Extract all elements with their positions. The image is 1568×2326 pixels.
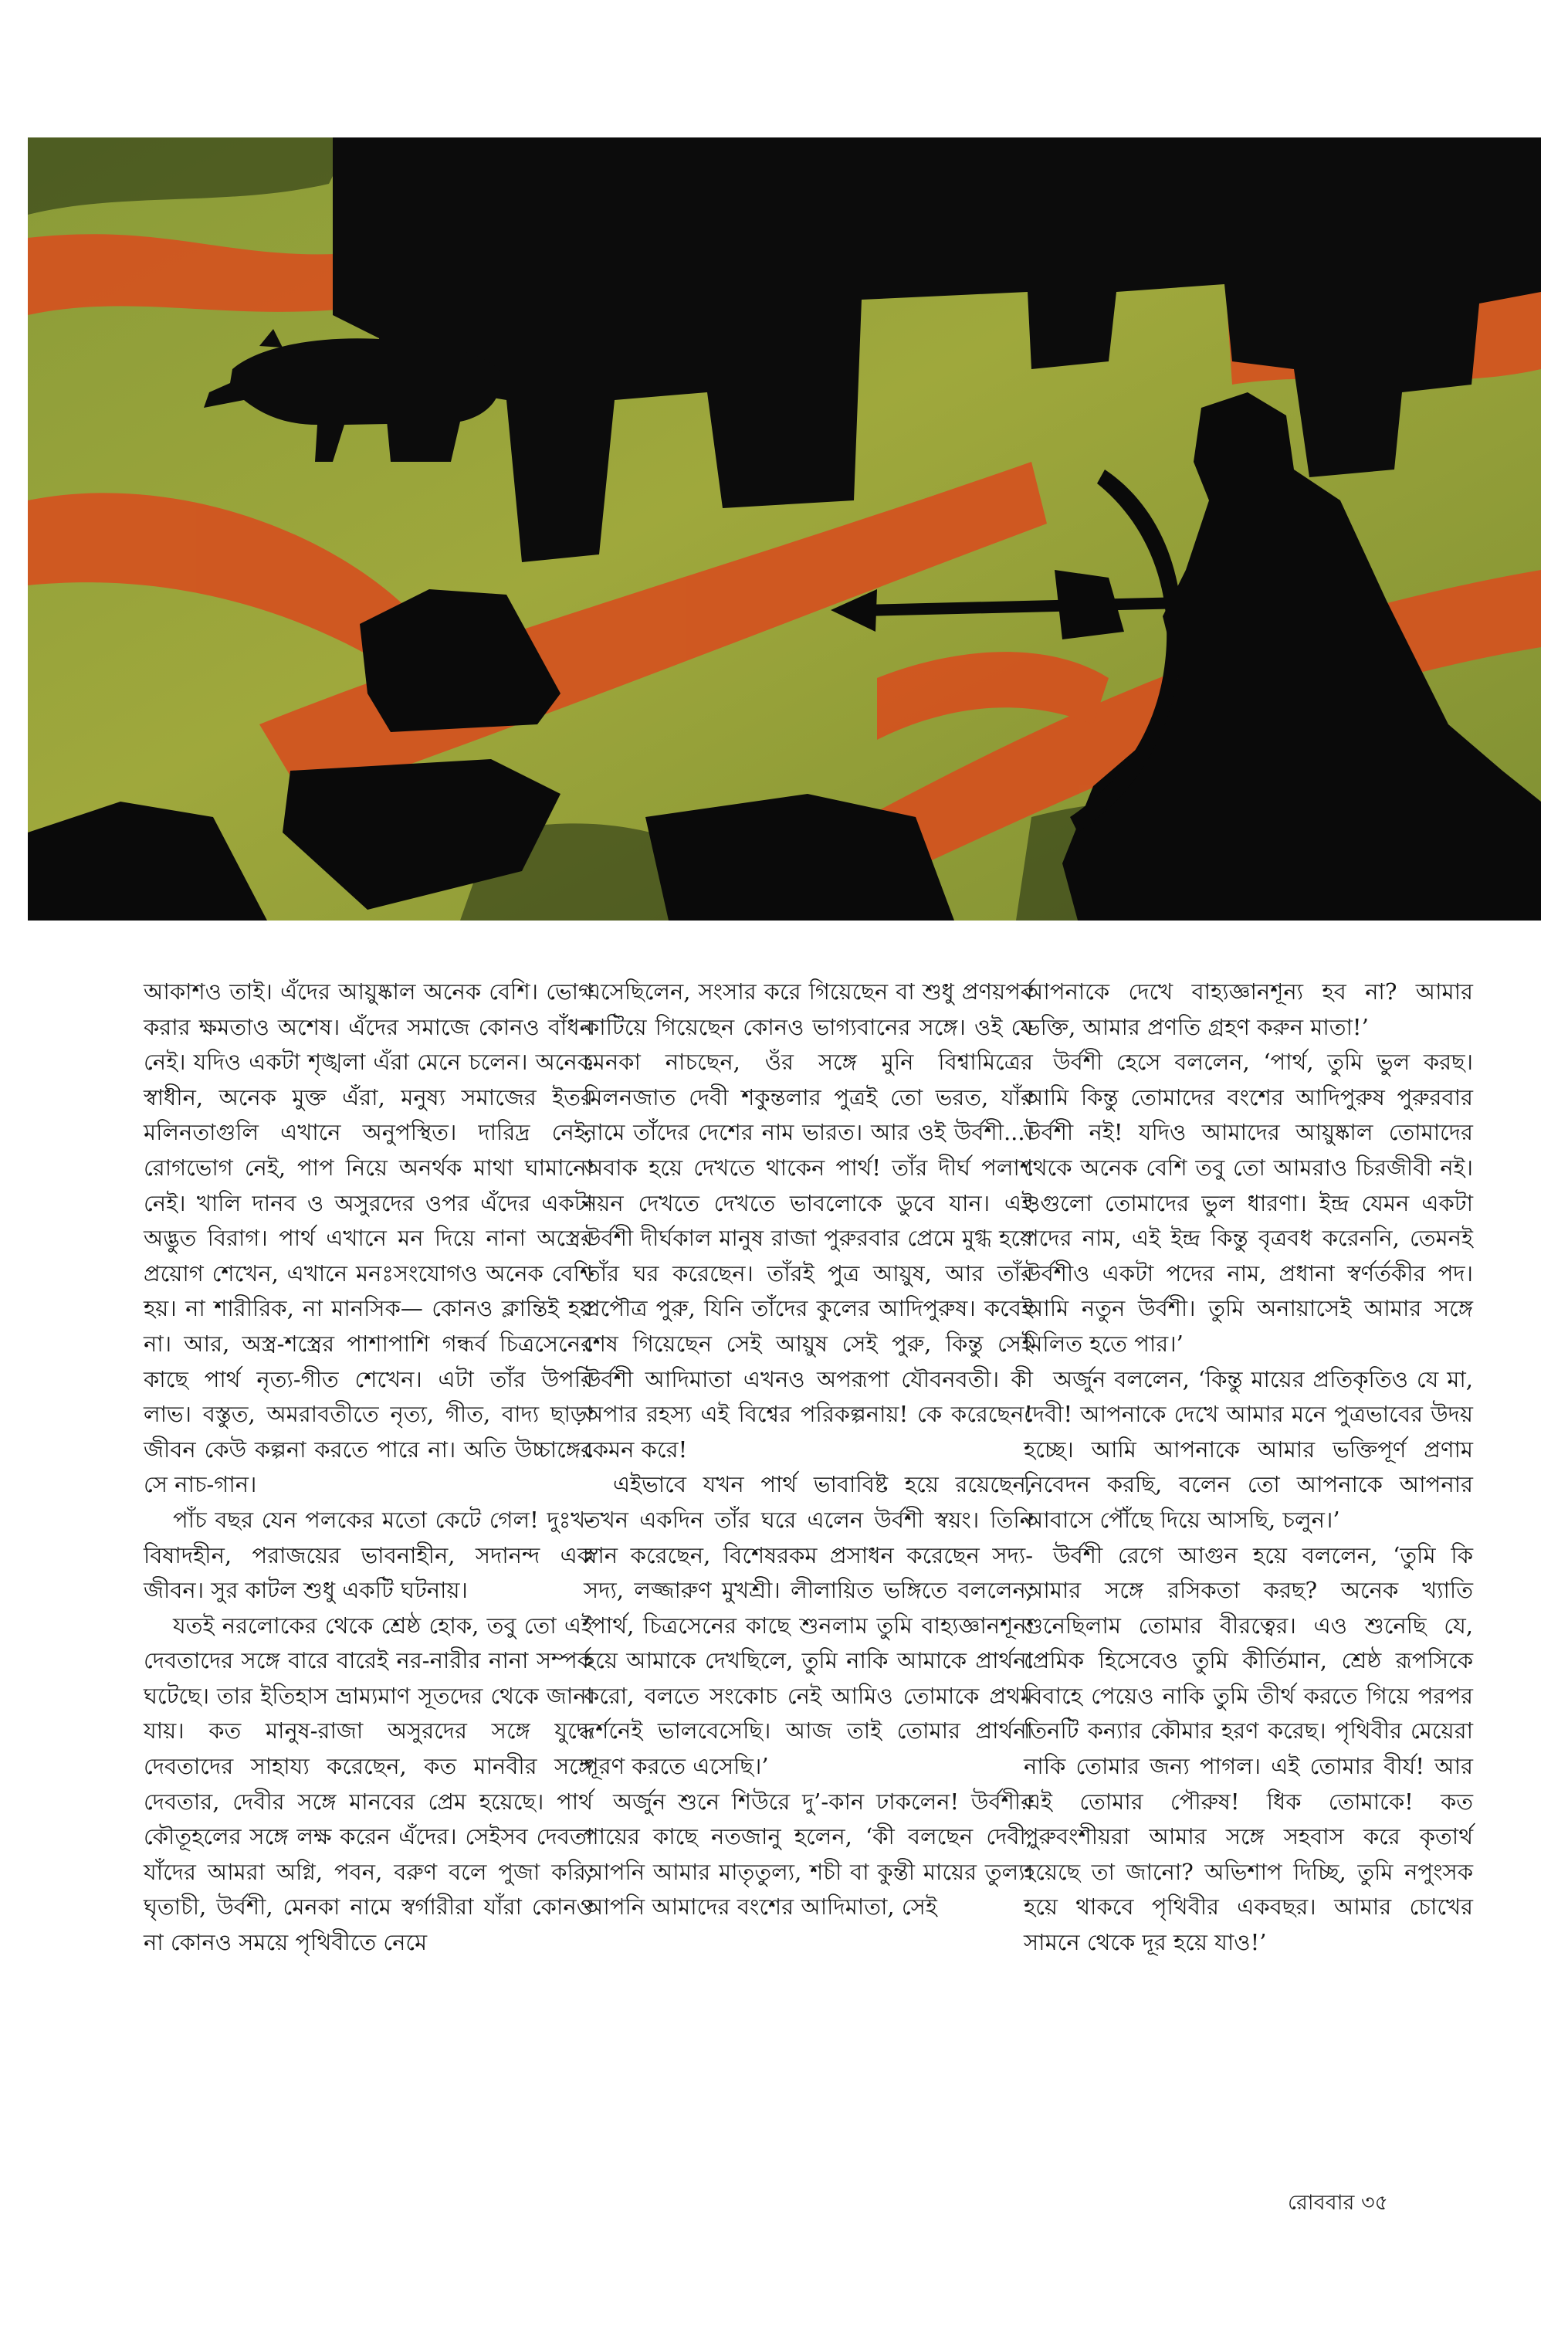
paragraph: যতই নরলোকের থেকে শ্রেষ্ঠ হোক, তবু তো এই দেবতাদের সঙ্গে বারে বারেই নর-নারীর নানা সম্পর্ক ঘটেছে। তার ইতিহাস ভ্রাম্যমাণ সূতদের থেকে জানা যায়। কত মানুষ-রাজা অসুরদের সঙ্গে যুদ্ধে দেবতাদের সাহায্য করেছেন, কত মানবীর সঙ্গে দেবতার, দেবীর সঙ্গে মানবের প্রেম হয়েছে। পার্থ কৌতূহলের সঙ্গে লক্ষ করেন এঁদের। সেইসব দেবতা যাঁদের আমরা অগ্নি, পবন, বরুণ বলে পুজা করি, ঘৃতাচী, উর্বশী, মেনকা নামে স্বর্গারীরা যাঁরা কোনও না কোনও সময়ে পৃথিবীতে নেমে [144,1612,593,1956]
paragraph: উর্বশী রেগে আগুন হয়ে বললেন, ‘তুমি কি আমার সঙ্গে রসিকতা করছ? অনেক খ্যাতি শুনেছিলাম তোমার বীরত্বের। এও শুনেছি যে, প্রেমিক হিসেবেও তুমি কীর্তিমান, শ্রেষ্ঠ রূপসিকে বিবাহে পেয়েও নাকি তুমি তীর্থ করতে গিয়ে পরপর তিনটি কন্যার কৌমার হরণ করেছ। পৃথিবীর মেয়েরা নাকি তোমার জন্য পাগল। এই তোমার বীর্য! আর এই তোমার পৌরুষ! ধিক তোমাকে! কত পুরুবংশীয়রা আমার সঙ্গে সহবাস করে কৃতার্থ হয়েছে তা জানো? অভিশাপ দিচ্ছি, তুমি নপুংসক হয়ে থাকবে পৃথিবীর একবছর। আমার চোখের সামনে থেকে দূর হয়ে যাও!’ [1024,1541,1473,1956]
paragraph: আকাশও তাই। এঁদের আয়ুষ্কাল অনেক বেশি। ভোগ করার ক্ষমতাও অশেষ। এঁদের সমাজে কোনও বাঁধন নেই। যদিও একটা শৃঙ্খলা এঁরা মেনে চলেন। অনেক স্বাধীন, অনেক মুক্ত এঁরা, মনুষ্য সমাজের ইতর মলিনতাগুলি এখানে অনুপস্থিত। দারিদ্র নেই, রোগভোগ নেই, পাপ নিয়ে অনর্থক মাথা ঘামানো নেই। খালি দানব ও অসুরদের ওপর এঁদের একটা অদ্ভুত বিরাগ। পার্থ এখানে মন দিয়ে নানা অস্ত্রের প্রয়োগ শেখেন, এখানে মনঃসংযোগও অনেক বেশি হয়। না শারীরিক, না মানসিক— কোনও ক্লান্তিই হয় না। আর, অস্ত্র-শস্ত্রের পাশাপাশি গন্ধর্ব চিত্রসেনের কাছে পার্থ নৃত্য-গীত শেখেন। এটা তাঁর উপরি লাভ। বস্তুত, অমরাবতীতে নৃত্য, গীত, বাদ্য ছাড়া জীবন কেউ কল্পনা করতে পারে না। অতি উচ্চাঙ্গের সে নাচ-গান। [144,978,593,1498]
paragraph: পাঁচ বছর যেন পলকের মতো কেটে গেল! দুঃখ-বিষাদহীন, পরাজয়ের ভাবনাহীন, সদানন্দ এক জীবন। সুর কাটল শুধু একটি ঘটনায়। [144,1506,593,1604]
text-column-2 [584,975,1033,1925]
paragraph: অর্জুন বললেন, ‘কিন্তু মায়ের প্রতিকৃতিও যে মা, দেবী! আপনাকে দেখে আমার মনে পুত্রভাবের উদয় হচ্ছে। আমি আপনাকে আমার ভক্তিপূর্ণ প্রণাম নিবেদন করছি, বলেন তো আপনাকে আপনার আবাসে পৌঁছে দিয়ে আসছি, চলুন।’ [1024,1365,1473,1533]
paragraph: এইভাবে যখন পার্থ ভাবাবিষ্ট হয়ে রয়েছেন, তখন একদিন তাঁর ঘরে এলেন উর্বশী স্বয়ং। তিনি স্নান করেছেন, বিশেষরকম প্রসাধন করেছেন সদ্য-সদ্য, লজ্জারুণ মুখশ্রী। লীলায়িত ভঙ্গিতে বললেন, ‘পার্থ, চিত্রসেনের কাছে শুনলাম তুমি বাহ্যজ্ঞানশূন্য হয়ে আমাকে দেখছিলে, তুমি নাকি আমাকে প্রার্থনা করো, বলতে সংকোচ নেই আমিও তোমাকে প্রথম দর্শনেই ভালবেসেছি। আজ তাই তোমার প্রার্থনা পূরণ করতে এসেছি।’ [584,1471,1033,1780]
text-column-3 [1024,975,1473,1961]
paragraph: উর্বশী হেসে বললেন, ‘পার্থ, তুমি ভুল করছ। আমি কিন্তু তোমাদের বংশের আদিপুরুষ পুরুরবার উর্বশী নই! যদিও আমাদের আয়ুষ্কাল তোমাদের থেকে অনেক বেশি তবু তো আমরাও চিরজীবী নই। ওগুলো তোমাদের ভুল ধারণা। ইন্দ্র যেমন একটা পদের নাম, এই ইন্দ্র কিন্তু বৃত্রবধ করেননি, তেমনই উর্বশীও একটা পদের নাম, প্রধানা স্বর্ণর্তকীর পদ। আমি নতুন উর্বশী। তুমি অনায়াসেই আমার সঙ্গে মিলিত হতে পার।’ [1024,1049,1473,1357]
text-column-1 [144,975,593,1961]
paragraph: অর্জুন শুনে শিউরে দু’-কান ঢাকলেন! উর্বশীর পায়ের কাছে নতজানু হলেন, ‘কী বলছেন দেবী, আপনি আমার মাতৃতুল্য, শচী বা কুন্তী মায়ের তুল্য। আপনি আমাদের বংশের আদিমাতা, সেই [584,1788,1033,1921]
paragraph: আপনাকে দেখে বাহ্যজ্ঞানশূন্য হব না? আমার ভক্তি, আমার প্রণতি গ্রহণ করুন মাতা!’ [1024,978,1473,1040]
page-footer: রোববার ৩৫ [1288,2191,1389,2215]
paragraph: এসেছিলেন, সংসার করে গিয়েছেন বা শুধু প্রণয়পর্ব কাটিয়ে গিয়েছেন কোনও ভাগ্যবানের সঙ্গে। ওই যে মেনকা নাচছেন, ওঁর সঙ্গে মুনি বিশ্বামিত্রের মিলনজাত দেবী শকুন্তলার পুত্রই তো ভরত, যাঁর নামে তাঁদের দেশের নাম ভারত। আর ওই উর্বশী...। অবাক হয়ে দেখতে থাকেন পার্থ! তাঁর দীর্ঘ পলাশ নয়ন দেখতে দেখতে ভাবলোকে ডুবে যান। এই উর্বশী দীর্ঘকাল মানুষ রাজা পুরুরবার প্রেমে মুগ্ধ হয়ে তাঁর ঘর করেছেন। তাঁরই পুত্র আয়ুষ, আর তাঁর প্রপৌত্র পুরু, যিনি তাঁদের কুলের আদিপুরুষ। কবেই শেষ গিয়েছেন সেই আয়ুষ সেই পুরু, কিন্তু সেই উর্বশী আদিমাতা এখনও অপরূপা যৌবনবতী। কী অপার রহস্য এই বিশ্বের পরিকল্পনায়! কে করেছেন! কেমন করে! [584,978,1033,1463]
cover-illustration [28,137,1541,921]
